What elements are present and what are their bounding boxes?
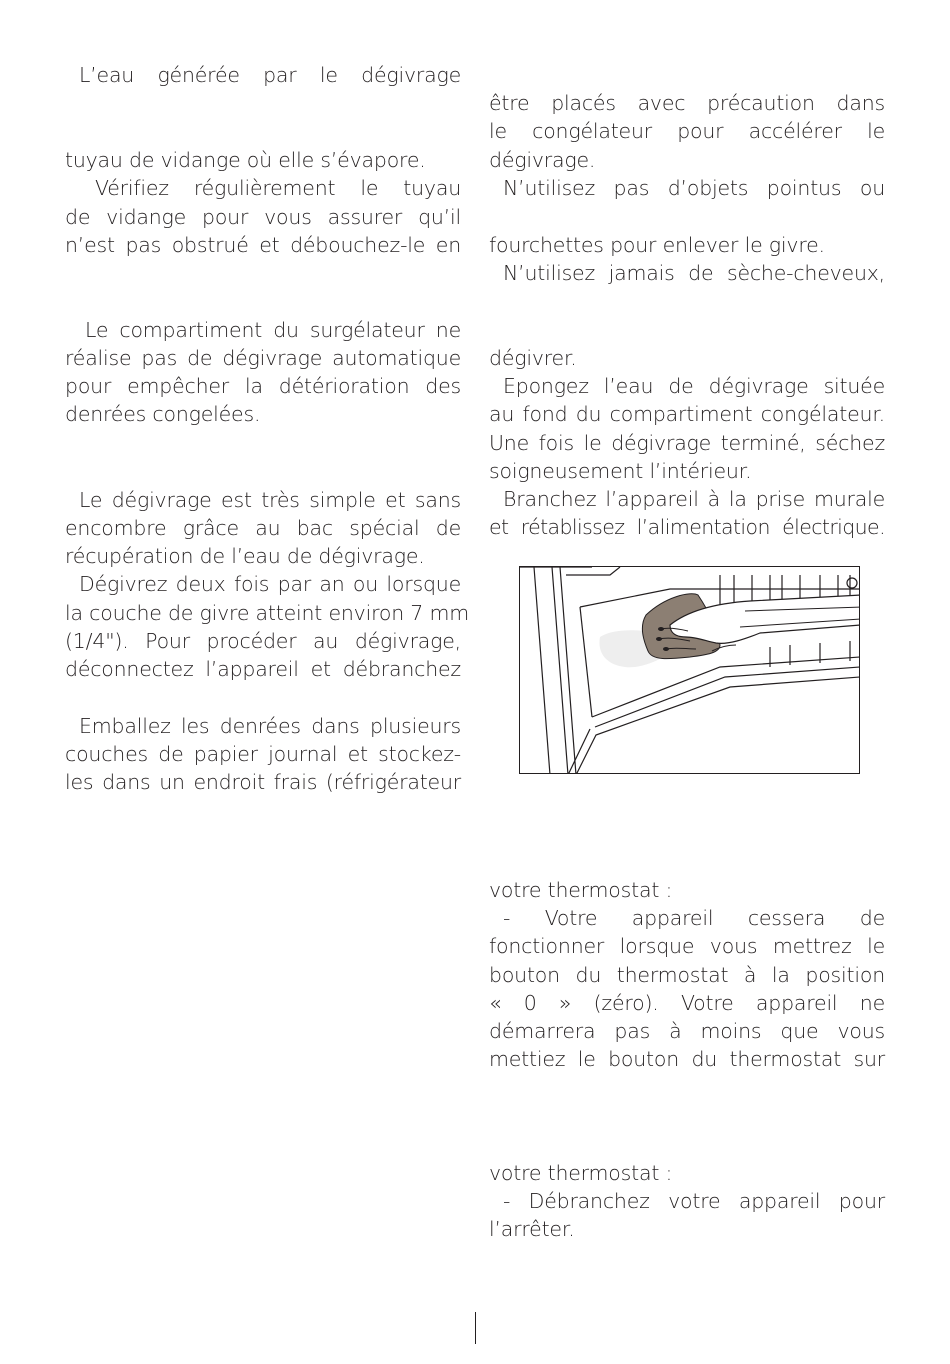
text-line: Emballez les denrées dans plusieurs	[79, 714, 461, 738]
text-line: être placés avec précaution dans	[489, 91, 885, 115]
text-line: L’eau générée par le dégivrage	[79, 63, 461, 87]
text-line: démarrera pas à moins que vous	[489, 1019, 885, 1043]
text-line: denrées congelées.	[65, 402, 261, 426]
text-line: récupération de l’eau de dégivrage.	[65, 544, 425, 568]
text-line: votre thermostat :	[489, 1161, 673, 1185]
text-line: Une fois le dégivrage terminé, séchez	[489, 431, 885, 455]
text-line: - Votre appareil cessera de	[503, 906, 885, 930]
text-line: dégivrer.	[489, 346, 577, 370]
text-line: déconnectez l’appareil et débranchez	[65, 657, 461, 681]
text-line: fourchettes pour enlever le givre.	[489, 233, 825, 257]
text-line: de vidange pour vous assurer qu’il	[65, 205, 461, 229]
text-line: dégivrage.	[489, 148, 596, 172]
text-line: Branchez l’appareil à la prise murale	[503, 487, 885, 511]
text-line: couches de papier journal et stockez-	[65, 742, 461, 766]
text-line: pour empêcher la détérioration des	[65, 374, 461, 398]
text-line: - Débranchez votre appareil pour	[503, 1189, 885, 1213]
text-line: fonctionner lorsque vous mettrez le	[489, 934, 885, 958]
text-line: N’utilisez jamais de sèche-cheveux,	[503, 261, 885, 285]
text-line: « 0 » (zéro). Votre appareil ne	[489, 991, 885, 1015]
text-line: les dans un endroit frais (réfrigérateur	[65, 770, 461, 794]
text-line: N’utilisez pas d’objets pointus ou	[503, 176, 885, 200]
text-line: (1/4"). Pour procéder au dégivrage,	[65, 629, 461, 653]
text-line: votre thermostat :	[489, 878, 673, 902]
text-line: bouton du thermostat à la position	[489, 963, 885, 987]
text-line: Le dégivrage est très simple et sans	[79, 488, 461, 512]
hand-wiping-freezer-illustration	[519, 566, 860, 774]
text-line: Vérifiez régulièrement le tuyau	[95, 176, 461, 200]
text-line: réalise pas de dégivrage automatique	[65, 346, 461, 370]
text-line: mettiez le bouton du thermostat sur	[489, 1047, 885, 1071]
page-divider	[475, 1312, 476, 1344]
freezer-illustration-icon	[520, 567, 860, 774]
text-line: n’est pas obstrué et débouchez-le en	[65, 233, 461, 257]
text-line: le congélateur pour accélérer le	[489, 119, 885, 143]
text-line: l’arrêter.	[489, 1217, 575, 1241]
text-line: la couche de givre atteint environ 7 mm	[65, 601, 470, 625]
text-line: au fond du compartiment congélateur.	[489, 402, 885, 426]
text-line: soigneusement l’intérieur.	[489, 459, 752, 483]
text-line: Epongez l’eau de dégivrage située	[503, 374, 885, 398]
text-line: et rétablissez l’alimentation électrique.	[489, 515, 885, 539]
text-line: Dégivrez deux fois par an ou lorsque	[79, 572, 461, 596]
text-line: Le compartiment du surgélateur ne	[85, 318, 461, 342]
text-line: encombre grâce au bac spécial de	[65, 516, 461, 540]
text-line: tuyau de vidange où elle s’évapore.	[65, 148, 426, 172]
